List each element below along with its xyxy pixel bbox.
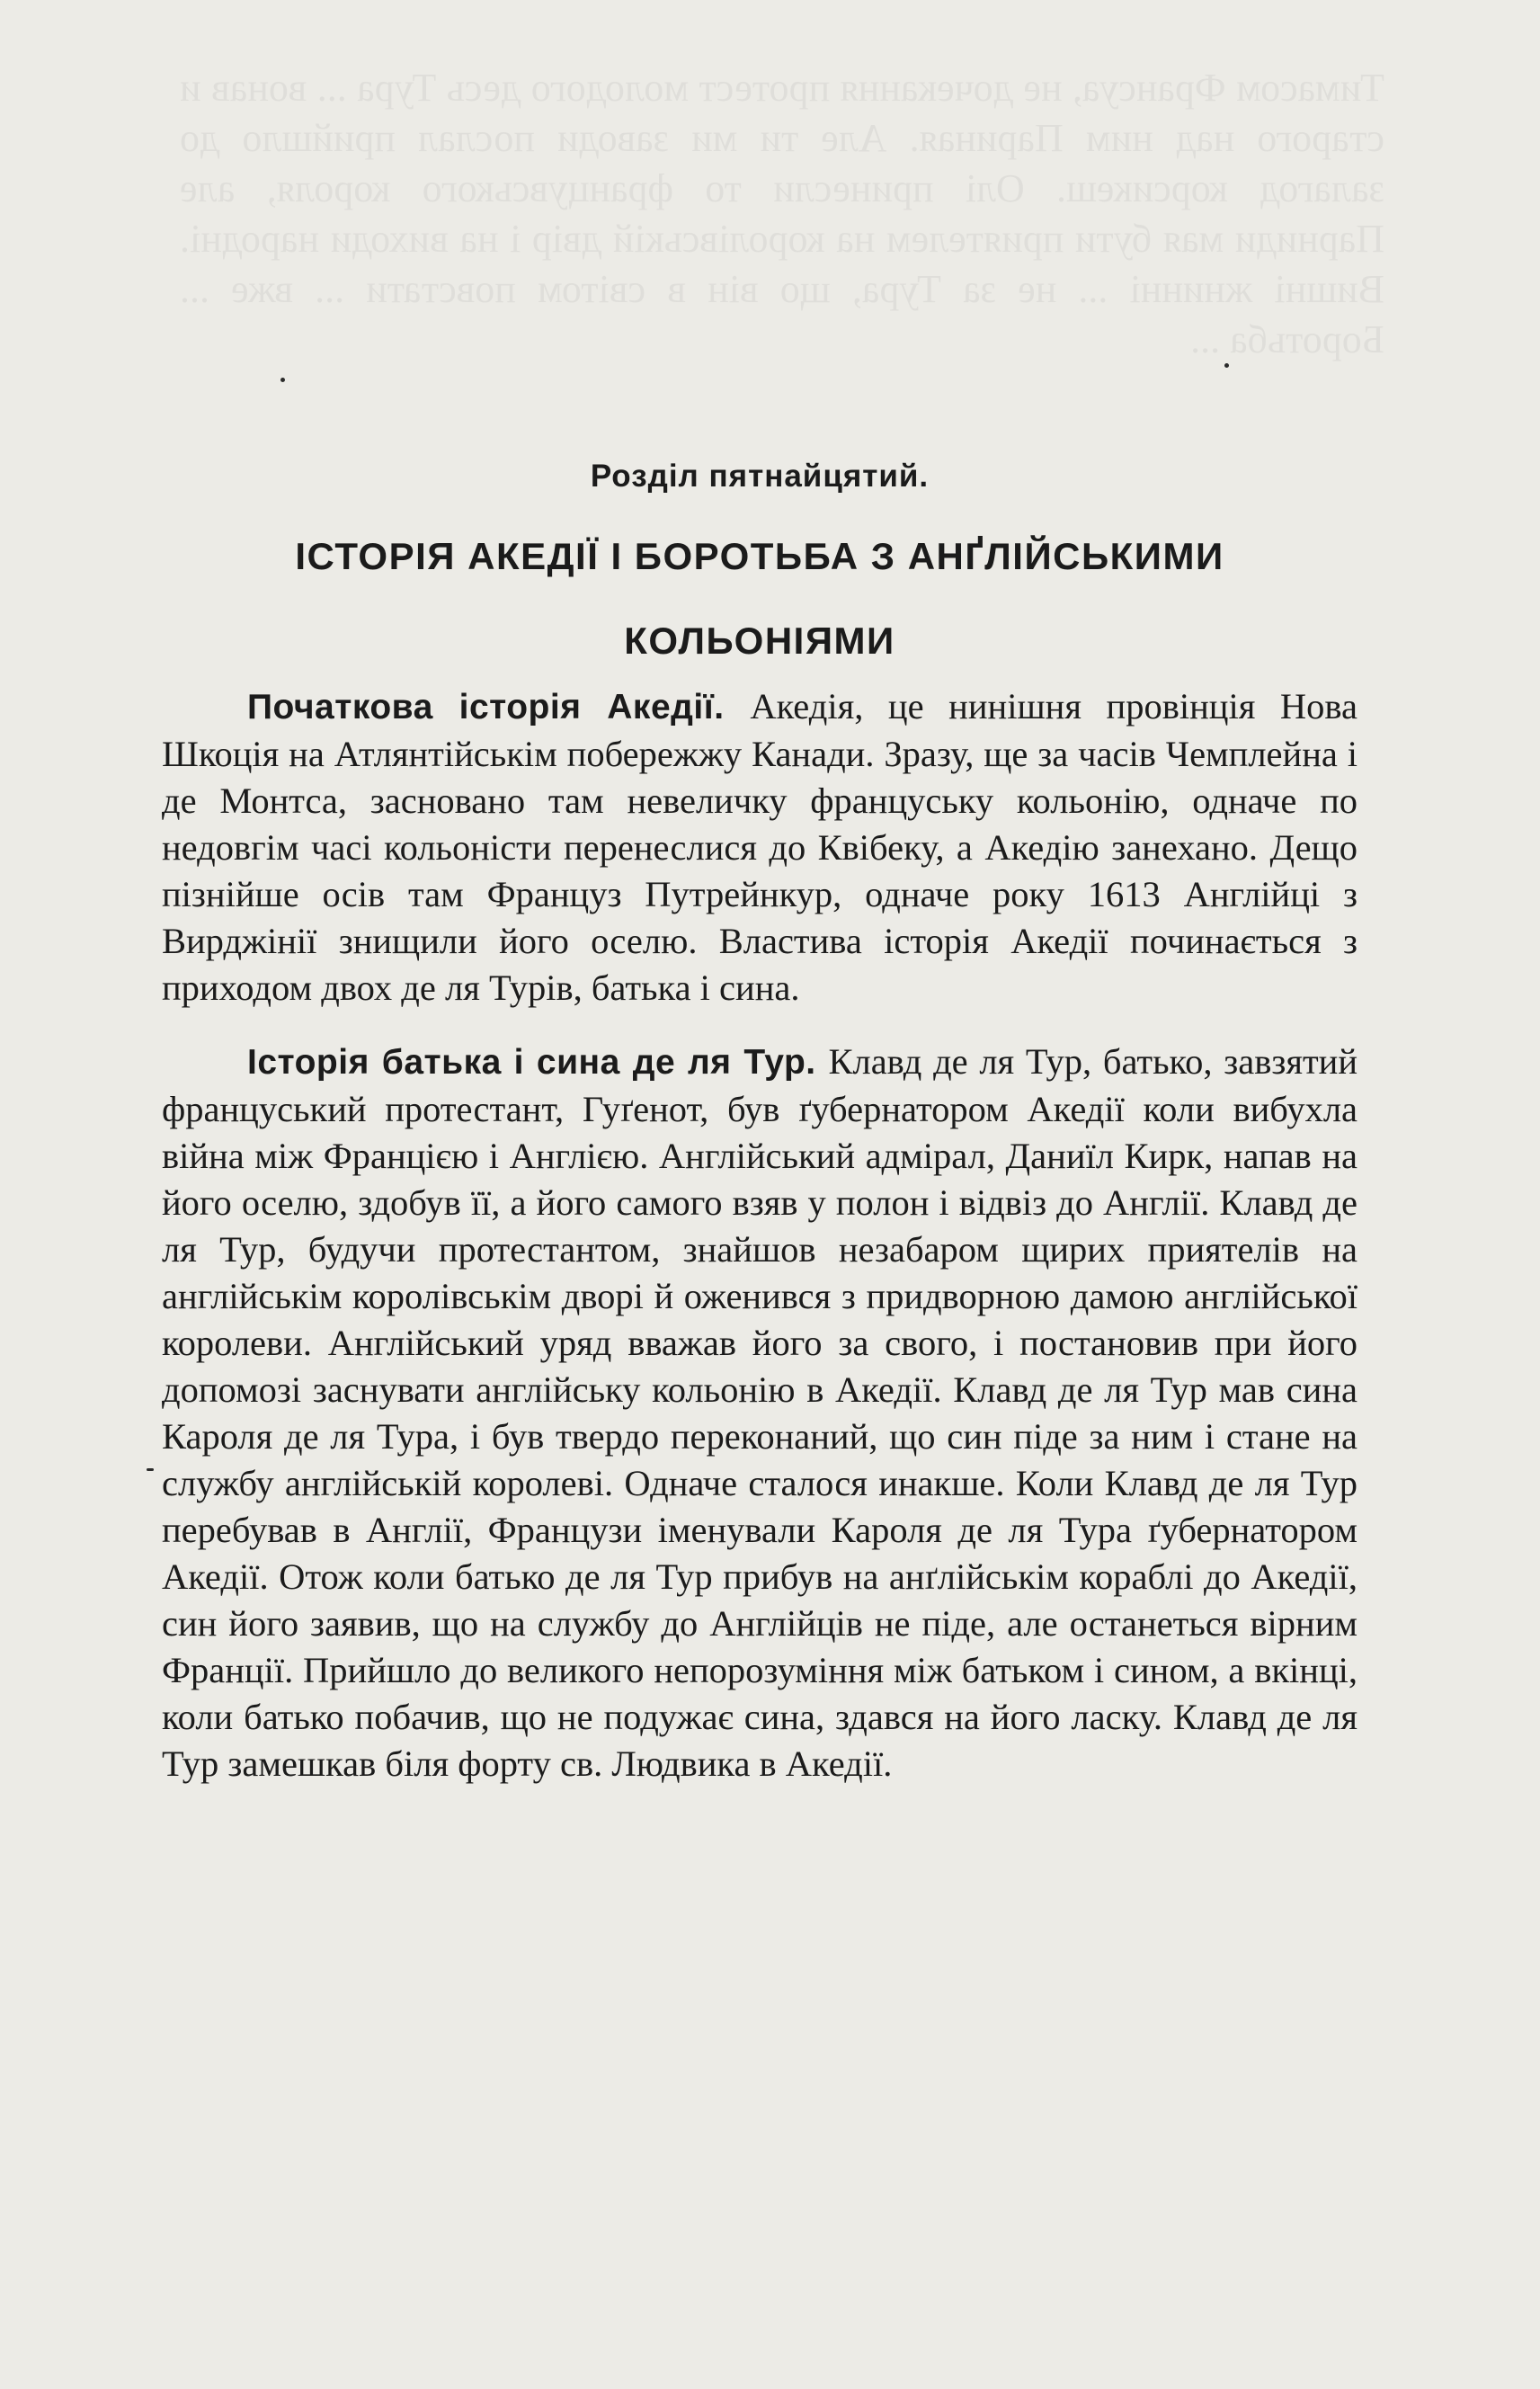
paragraph-heading: Історія батька і сина де ля Тур.: [247, 1043, 829, 1082]
ink-speck: [280, 378, 285, 382]
chapter-label: Розділ пятнайцятий.: [590, 459, 930, 494]
chapter-title-line: КОЛЬОНІЯМИ: [624, 620, 895, 662]
chapter-title: [162, 514, 1358, 683]
page-content: [162, 441, 1358, 1787]
ink-speck: [147, 1468, 154, 1471]
paragraph-heading: Початкова історія Акедії.: [247, 688, 751, 727]
paragraph: [162, 1039, 1358, 1787]
show-through-text: Тимасом Франсуа, не дочекання протест молодого десь Тура ... вонав и старого над ним Париная. Але ти ми заводи послал прийшло до залагод корсикеш. Олі принесли то францувського короля, але Парниди мая бути приятелем на королівській двір і на виходи народні. Вишні жнинні ... не за Тура, що він в світом повстати ... вже ... Боротьба ...: [180, 66, 1384, 361]
paragraph-text: Акедія, це нинішня провінція Нова Шкоція на Атлянтійськім побережжу Канади. Зразу, ще за часів Чемплейна і де Монтса, засновано там невеличку француську кольонію, одначе по недовгім часі кольоністи перенеслися до Квібеку, а Акедію занехано. Дещо пізнійше осів там Француз Путрейнкур, одначе року 1613 Англійці з Вирджінії знищили його оселю. Властива історія Акедії починається з приходом двох де ля Турів, батька і сина.: [162, 686, 1358, 1008]
chapter-title-line: ІСТОРІЯ АКЕДІЇ І БОРОТЬБА З АНҐЛІЙСЬКИМИ: [295, 535, 1224, 577]
paragraph: [162, 683, 1358, 1012]
ink-speck: [1224, 363, 1229, 368]
paragraph-text: Клавд де ля Тур, батько, завзятий француський протестант, Гуґенот, був ґубернатором Акедії коли вибухла війна між Францією і Англією. Англійський адмірал, Даниїл Кирк, напав на його оселю, здобув її, а його самого взяв у полон і відвіз до Англії. Клавд де ля Тур, будучи протестантом, знайшов незабаром щирих приятелів на англійськім королівськім дворі й оженився з придворною дамою англійської королеви. Англійський уряд вважав його за свого, і постановив при його допомозі заснувати англійську кольонію в Акедії. Клавд де ля Тур мав сина Кароля де ля Тура, і був твердо переконаний, що син піде за ним і стане на службу англійській королеві. Одначе сталося инакше. Коли Клавд де ля Тур перебував в Англії, Французи іменували Кароля де ля Тура ґубернатором Акедії. Отож коли батько де ля Тур прибув на анґлійськім кораблі до Акедії, син його заявив, що на службу до Англійців не піде, але останеться вірним Франції. Прийшло до великого непорозуміння між батьком і сином, а вкінці, коли батько побачив, що не подужає сина, здався на його ласку. Клавд де ля Тур замешкав біля форту св. Людвика в Акедії.: [162, 1041, 1358, 1784]
